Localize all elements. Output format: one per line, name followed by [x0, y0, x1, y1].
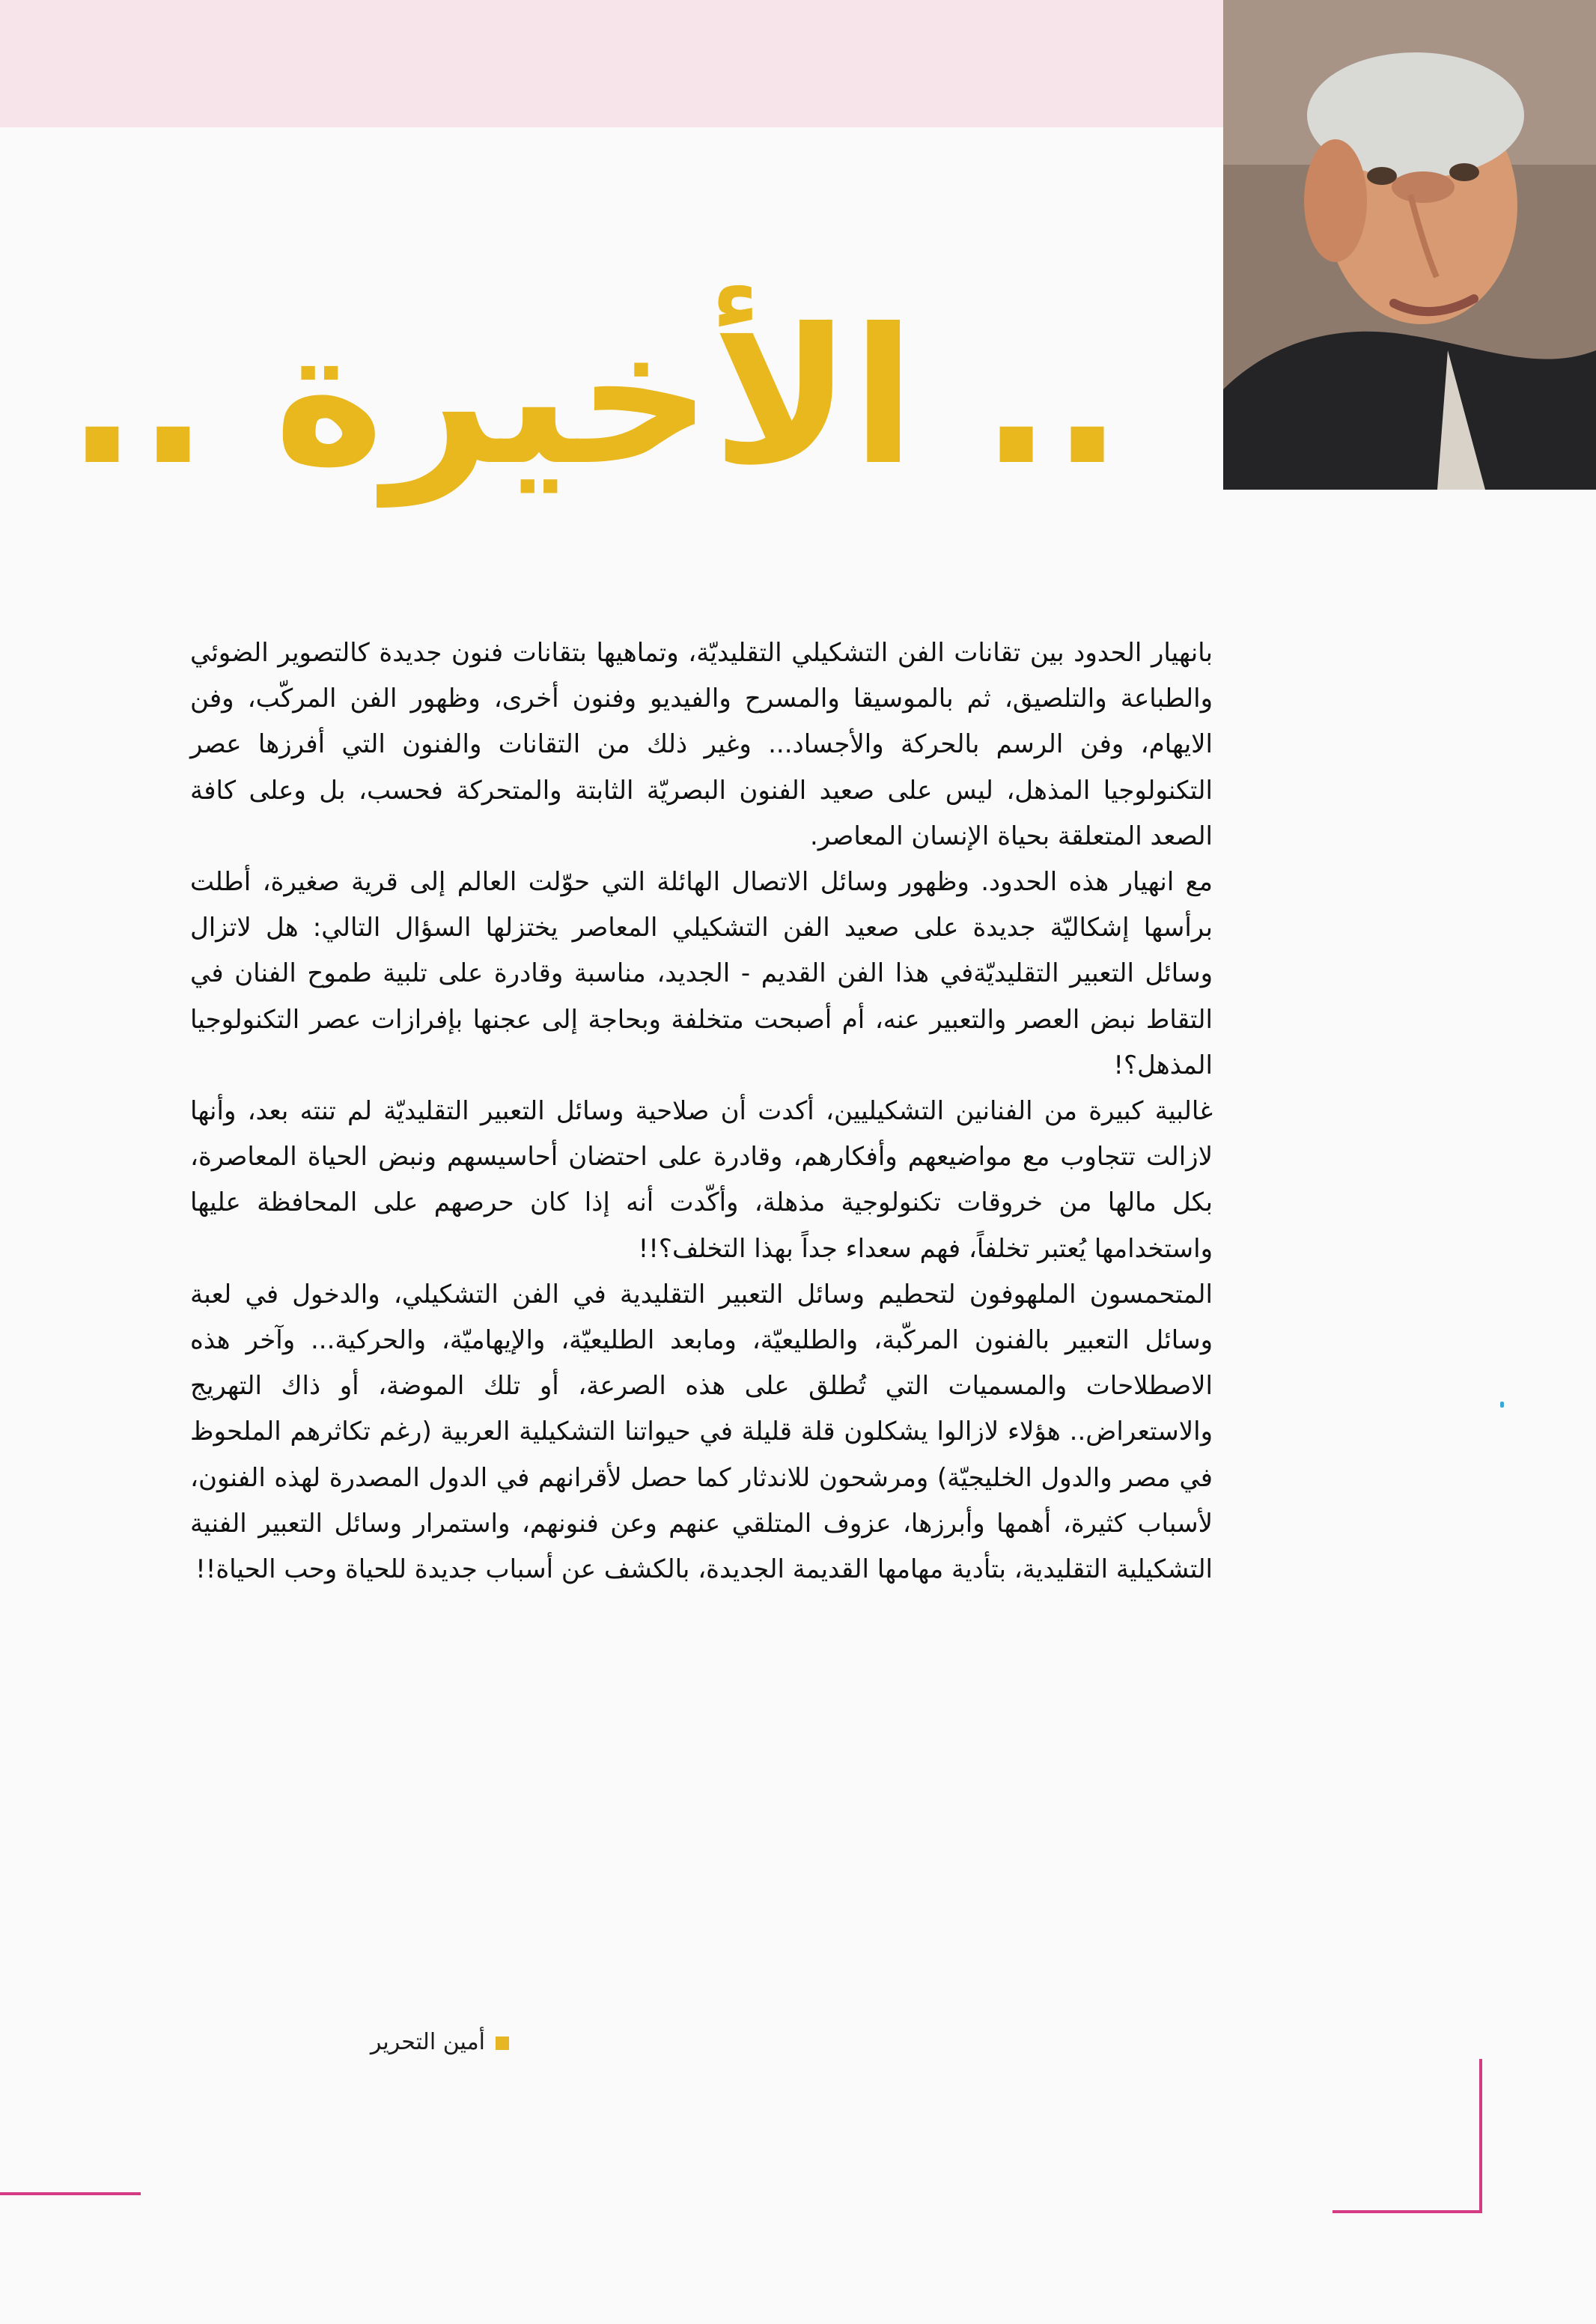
decor-line-right	[1332, 2210, 1482, 2213]
author-signature	[299, 2024, 509, 2061]
paragraph: مع انهيار هذه الحدود. وظهور وسائل الاتصال الهائلة التي حوّلت العالم إلى قرية صغيرة، أطلت برأسها إشكاليّة جديدة على صعيد الفن التشكيلي المعاصر يختزلها السؤال التالي: هل لاتزال وسائل التعبير التقليديّةفي هذا الفن القديم - الجديد، مناسبة وقادرة على تلبية طموح الفنان في التقاط نبض العصر والتعبير عنه، أم أصبحت متخلفة وبحاجة إلى عجنها بإفرازات عصر التكنولوجيا المذهل؟!	[190, 867, 1213, 1080]
paragraph: بانهيار الحدود بين تقانات الفن التشكيلي التقليديّة، وتماهيها بتقانات فنون جديدة كالتصوير الضوئي والطباعة والتلصيق، ثم بالموسيقا والمسرح والفيديو وفنون أخرى، وظهور الفن المركّب، وفن الايهام، وفن الرسم بالحركة والأجساد... وغير ذلك من التقانات والفنون التي أفرزها عصر التكنولوجيا المذهل، ليس على صعيد الفنون البصريّة الثابتة والمتحركة فحسب، بل وعلى كافة الصعد المتعلقة بحياة الإنسان المعاصر.	[190, 638, 1213, 851]
article-body	[190, 630, 1213, 1593]
decor-dot	[1500, 1402, 1504, 1408]
bullet-square-icon	[496, 2036, 509, 2050]
paragraph: غالبية كبيرة من الفنانين التشكيليين، أكدت أن صلاحية وسائل التعبير التقليديّة لم تنته بعد، وأنها لازالت تتجاوب مع مواضيعهم وأفكارهم، وقادرة على احتضان أحاسيسهم ونبض الحياة المعاصرة، بكل مالها من خروقات تكنولوجية مذهلة، وأكّدت أنه إذا كان حرصهم على المحافظة عليها واستخدامها يُعتبر تخلفاً، فهم سعداء جداً بهذا التخلف؟!!	[190, 1096, 1213, 1264]
author-label: أمين التحرير	[370, 2029, 485, 2055]
header-band	[0, 0, 1228, 127]
paragraph: المتحمسون الملهوفون لتحطيم وسائل التعبير التقليدية في الفن التشكيلي، والدخول في لعبة وسائل التعبير بالفنون المركّبة، والطليعيّة، ومابعد الطليعيّة، والإيهاميّة، والحركية... وآخر هذه الاصطلاحات والمسميات التي تُطلق على هذه الصرعة، أو تلك الموضة، أو ذاك التهريج والاستعراض.. هؤلاء لازالوا يشكلون قلة قليلة في حيواتنا التشكيلية العربية (رغم تكاثرهم الملحوظ في مصر والدول الخليجيّة) ومرشحون للاندثار كما حصل لأقرانهم في الدول المصدرة لهذه الفنون، لأسباب كثيرة، أهمها وأبرزها، عزوف المتلقي عنهم وعن فنونهم، واستمرار وسائل التعبير الفنية التشكيلية التقليدية، بتأدية مهامها القديمة الجديدة، بالكشف عن أسباب جديدة للحياة وحب الحياة!!	[190, 1279, 1213, 1585]
decor-line-left	[0, 2192, 141, 2195]
page-title: .. الأخيرة ..	[66, 288, 1123, 506]
decor-line-right-vertical	[1479, 2059, 1482, 2213]
portrait-photo	[1223, 0, 1596, 490]
